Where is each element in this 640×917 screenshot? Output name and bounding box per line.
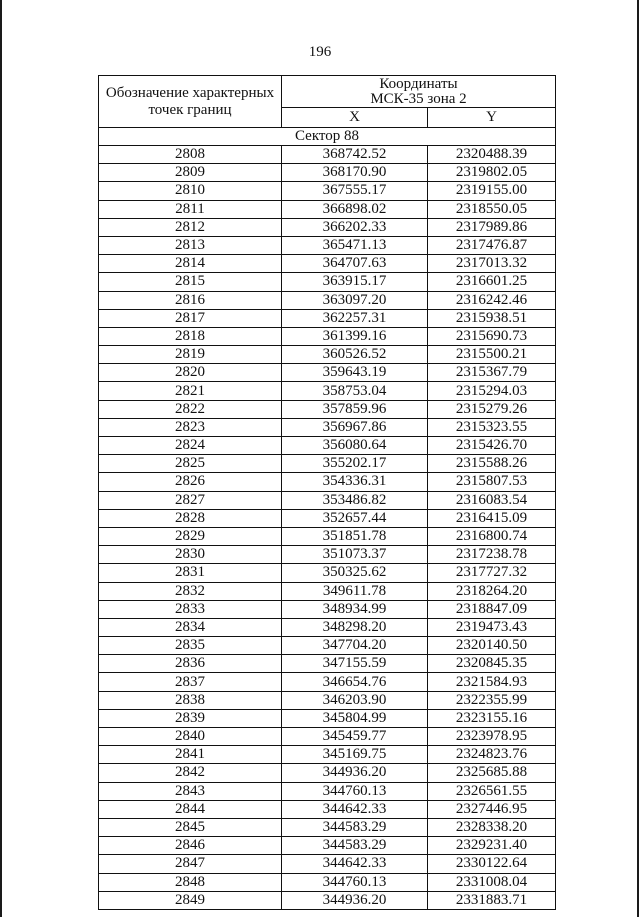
point-id-cell: 2821 bbox=[99, 382, 282, 400]
point-id-cell: 2810 bbox=[99, 182, 282, 200]
point-id-cell: 2818 bbox=[99, 327, 282, 345]
point-id-cell: 2816 bbox=[99, 291, 282, 309]
point-id-cell: 2814 bbox=[99, 255, 282, 273]
x-coordinate-cell: 346203.90 bbox=[282, 691, 428, 709]
x-coordinate-cell: 344936.20 bbox=[282, 891, 428, 909]
y-column-header: Y bbox=[428, 107, 556, 127]
x-coordinate-cell: 344642.33 bbox=[282, 855, 428, 873]
table-row bbox=[99, 582, 556, 600]
y-coordinate-cell: 2318847.09 bbox=[428, 600, 556, 618]
table-row bbox=[99, 327, 556, 345]
point-id-cell: 2845 bbox=[99, 818, 282, 836]
point-id-cell: 2836 bbox=[99, 655, 282, 673]
y-coordinate-cell: 2321584.93 bbox=[428, 673, 556, 691]
x-coordinate-cell: 345169.75 bbox=[282, 746, 428, 764]
y-coordinate-cell: 2320140.50 bbox=[428, 637, 556, 655]
point-id-cell: 2840 bbox=[99, 728, 282, 746]
coordinates-table bbox=[98, 75, 556, 910]
x-coordinate-cell: 364707.63 bbox=[282, 255, 428, 273]
table-row bbox=[99, 346, 556, 364]
x-coordinate-cell: 344936.20 bbox=[282, 764, 428, 782]
x-coordinate-cell: 361399.16 bbox=[282, 327, 428, 345]
x-coordinate-cell: 357859.96 bbox=[282, 400, 428, 418]
table-row bbox=[99, 818, 556, 836]
point-id-cell: 2826 bbox=[99, 473, 282, 491]
y-coordinate-cell: 2319155.00 bbox=[428, 182, 556, 200]
y-coordinate-cell: 2317013.32 bbox=[428, 255, 556, 273]
x-coordinate-cell: 350325.62 bbox=[282, 564, 428, 582]
coordinate-system: МСК-35 зона 2 bbox=[370, 90, 467, 107]
y-coordinate-cell: 2315279.26 bbox=[428, 400, 556, 418]
x-coordinate-cell: 362257.31 bbox=[282, 309, 428, 327]
y-coordinate-cell: 2319473.43 bbox=[428, 618, 556, 636]
y-coordinate-cell: 2315807.53 bbox=[428, 473, 556, 491]
table-row bbox=[99, 273, 556, 291]
y-coordinate-cell: 2320488.39 bbox=[428, 146, 556, 164]
x-coordinate-cell: 351851.78 bbox=[282, 527, 428, 545]
table-row bbox=[99, 291, 556, 309]
x-coordinate-cell: 355202.17 bbox=[282, 455, 428, 473]
x-coordinate-cell: 366898.02 bbox=[282, 200, 428, 218]
point-id-cell: 2820 bbox=[99, 364, 282, 382]
table-row bbox=[99, 509, 556, 527]
y-coordinate-cell: 2315426.70 bbox=[428, 437, 556, 455]
table-row bbox=[99, 255, 556, 273]
y-coordinate-cell: 2329231.40 bbox=[428, 837, 556, 855]
point-id-cell: 2849 bbox=[99, 891, 282, 909]
x-coordinate-cell: 360526.52 bbox=[282, 346, 428, 364]
y-coordinate-cell: 2316415.09 bbox=[428, 509, 556, 527]
point-id-cell: 2834 bbox=[99, 618, 282, 636]
table-row bbox=[99, 200, 556, 218]
table-row bbox=[99, 364, 556, 382]
table-row bbox=[99, 418, 556, 436]
sector-header: Сектор 88 bbox=[99, 128, 556, 146]
table-row bbox=[99, 655, 556, 673]
table-row bbox=[99, 691, 556, 709]
y-coordinate-cell: 2318550.05 bbox=[428, 200, 556, 218]
table-row bbox=[99, 618, 556, 636]
table-row bbox=[99, 746, 556, 764]
point-id-cell: 2838 bbox=[99, 691, 282, 709]
table-row bbox=[99, 236, 556, 254]
scan-edge-left bbox=[0, 0, 2, 917]
table-row bbox=[99, 218, 556, 236]
point-id-cell: 2833 bbox=[99, 600, 282, 618]
y-coordinate-cell: 2317476.87 bbox=[428, 236, 556, 254]
point-id-cell: 2839 bbox=[99, 709, 282, 727]
x-coordinate-cell: 368170.90 bbox=[282, 164, 428, 182]
x-coordinate-cell: 365471.13 bbox=[282, 236, 428, 254]
y-coordinate-cell: 2316083.54 bbox=[428, 491, 556, 509]
y-coordinate-cell: 2328338.20 bbox=[428, 818, 556, 836]
point-id-cell: 2808 bbox=[99, 146, 282, 164]
table-row bbox=[99, 527, 556, 545]
y-coordinate-cell: 2315323.55 bbox=[428, 418, 556, 436]
y-coordinate-cell: 2315588.26 bbox=[428, 455, 556, 473]
table-row bbox=[99, 146, 556, 164]
y-coordinate-cell: 2323155.16 bbox=[428, 709, 556, 727]
table-row bbox=[99, 182, 556, 200]
point-id-cell: 2812 bbox=[99, 218, 282, 236]
y-coordinate-cell: 2326561.55 bbox=[428, 782, 556, 800]
table-row bbox=[99, 546, 556, 564]
point-id-cell: 2844 bbox=[99, 800, 282, 818]
x-coordinate-cell: 367555.17 bbox=[282, 182, 428, 200]
table-row bbox=[99, 637, 556, 655]
y-coordinate-cell: 2327446.95 bbox=[428, 800, 556, 818]
x-coordinate-cell: 353486.82 bbox=[282, 491, 428, 509]
y-coordinate-cell: 2317238.78 bbox=[428, 546, 556, 564]
y-coordinate-cell: 2316800.74 bbox=[428, 527, 556, 545]
table-body bbox=[99, 146, 556, 910]
x-coordinate-cell: 348298.20 bbox=[282, 618, 428, 636]
x-coordinate-cell: 347155.59 bbox=[282, 655, 428, 673]
table-row bbox=[99, 782, 556, 800]
y-coordinate-cell: 2325685.88 bbox=[428, 764, 556, 782]
x-coordinate-cell: 363097.20 bbox=[282, 291, 428, 309]
point-id-cell: 2837 bbox=[99, 673, 282, 691]
point-id-cell: 2848 bbox=[99, 873, 282, 891]
coordinates-header bbox=[282, 76, 556, 108]
y-coordinate-cell: 2316242.46 bbox=[428, 291, 556, 309]
table-row bbox=[99, 491, 556, 509]
point-id-cell: 2831 bbox=[99, 564, 282, 582]
x-coordinate-cell: 344583.29 bbox=[282, 818, 428, 836]
point-id-cell: 2822 bbox=[99, 400, 282, 418]
y-coordinate-cell: 2324823.76 bbox=[428, 746, 556, 764]
y-coordinate-cell: 2317727.32 bbox=[428, 564, 556, 582]
x-column-header: X bbox=[282, 107, 428, 127]
x-coordinate-cell: 358753.04 bbox=[282, 382, 428, 400]
x-coordinate-cell: 344642.33 bbox=[282, 800, 428, 818]
table-row bbox=[99, 400, 556, 418]
scan-edge-right bbox=[637, 0, 639, 917]
table-row bbox=[99, 455, 556, 473]
y-coordinate-cell: 2315294.03 bbox=[428, 382, 556, 400]
x-coordinate-cell: 349611.78 bbox=[282, 582, 428, 600]
point-id-cell: 2827 bbox=[99, 491, 282, 509]
point-id-cell: 2847 bbox=[99, 855, 282, 873]
y-coordinate-cell: 2315690.73 bbox=[428, 327, 556, 345]
x-coordinate-cell: 344760.13 bbox=[282, 782, 428, 800]
y-coordinate-cell: 2320845.35 bbox=[428, 655, 556, 673]
x-coordinate-cell: 344583.29 bbox=[282, 837, 428, 855]
x-coordinate-cell: 345804.99 bbox=[282, 709, 428, 727]
table-row bbox=[99, 800, 556, 818]
table-row bbox=[99, 564, 556, 582]
y-coordinate-cell: 2319802.05 bbox=[428, 164, 556, 182]
y-coordinate-cell: 2318264.20 bbox=[428, 582, 556, 600]
x-coordinate-cell: 356080.64 bbox=[282, 437, 428, 455]
x-coordinate-cell: 344760.13 bbox=[282, 873, 428, 891]
table-row bbox=[99, 891, 556, 909]
y-coordinate-cell: 2330122.64 bbox=[428, 855, 556, 873]
x-coordinate-cell: 366202.33 bbox=[282, 218, 428, 236]
point-id-cell: 2846 bbox=[99, 837, 282, 855]
x-coordinate-cell: 348934.99 bbox=[282, 600, 428, 618]
x-coordinate-cell: 359643.19 bbox=[282, 364, 428, 382]
table-row bbox=[99, 382, 556, 400]
y-coordinate-cell: 2316601.25 bbox=[428, 273, 556, 291]
y-coordinate-cell: 2317989.86 bbox=[428, 218, 556, 236]
point-id-cell: 2817 bbox=[99, 309, 282, 327]
y-coordinate-cell: 2315367.79 bbox=[428, 364, 556, 382]
table-row bbox=[99, 709, 556, 727]
point-id-cell: 2819 bbox=[99, 346, 282, 364]
table-row bbox=[99, 837, 556, 855]
y-coordinate-cell: 2331883.71 bbox=[428, 891, 556, 909]
y-coordinate-cell: 2322355.99 bbox=[428, 691, 556, 709]
table-row bbox=[99, 309, 556, 327]
x-coordinate-cell: 346654.76 bbox=[282, 673, 428, 691]
x-coordinate-cell: 345459.77 bbox=[282, 728, 428, 746]
point-id-cell: 2841 bbox=[99, 746, 282, 764]
point-id-cell: 2815 bbox=[99, 273, 282, 291]
table-row bbox=[99, 600, 556, 618]
point-id-cell: 2842 bbox=[99, 764, 282, 782]
table-row bbox=[99, 437, 556, 455]
point-id-cell: 2824 bbox=[99, 437, 282, 455]
point-id-cell: 2813 bbox=[99, 236, 282, 254]
point-id-cell: 2809 bbox=[99, 164, 282, 182]
page-number: 196 bbox=[308, 44, 332, 60]
x-coordinate-cell: 347704.20 bbox=[282, 637, 428, 655]
table-row bbox=[99, 473, 556, 491]
point-label-header bbox=[99, 76, 282, 128]
point-id-cell: 2843 bbox=[99, 782, 282, 800]
point-id-cell: 2829 bbox=[99, 527, 282, 545]
table-row bbox=[99, 164, 556, 182]
point-id-cell: 2835 bbox=[99, 637, 282, 655]
x-coordinate-cell: 354336.31 bbox=[282, 473, 428, 491]
point-id-cell: 2823 bbox=[99, 418, 282, 436]
x-coordinate-cell: 368742.52 bbox=[282, 146, 428, 164]
table-row bbox=[99, 673, 556, 691]
y-coordinate-cell: 2331008.04 bbox=[428, 873, 556, 891]
y-coordinate-cell: 2315500.21 bbox=[428, 346, 556, 364]
x-coordinate-cell: 356967.86 bbox=[282, 418, 428, 436]
x-coordinate-cell: 363915.17 bbox=[282, 273, 428, 291]
y-coordinate-cell: 2323978.95 bbox=[428, 728, 556, 746]
x-coordinate-cell: 352657.44 bbox=[282, 509, 428, 527]
coordinates-title: Координаты bbox=[379, 75, 458, 92]
point-id-cell: 2811 bbox=[99, 200, 282, 218]
point-label-text: Обозначение характерных точек границ bbox=[105, 84, 275, 118]
y-coordinate-cell: 2315938.51 bbox=[428, 309, 556, 327]
table-row bbox=[99, 873, 556, 891]
table-header bbox=[99, 76, 556, 146]
table-row bbox=[99, 728, 556, 746]
point-id-cell: 2828 bbox=[99, 509, 282, 527]
table-row bbox=[99, 855, 556, 873]
point-id-cell: 2832 bbox=[99, 582, 282, 600]
table-row bbox=[99, 764, 556, 782]
x-coordinate-cell: 351073.37 bbox=[282, 546, 428, 564]
point-id-cell: 2825 bbox=[99, 455, 282, 473]
point-id-cell: 2830 bbox=[99, 546, 282, 564]
